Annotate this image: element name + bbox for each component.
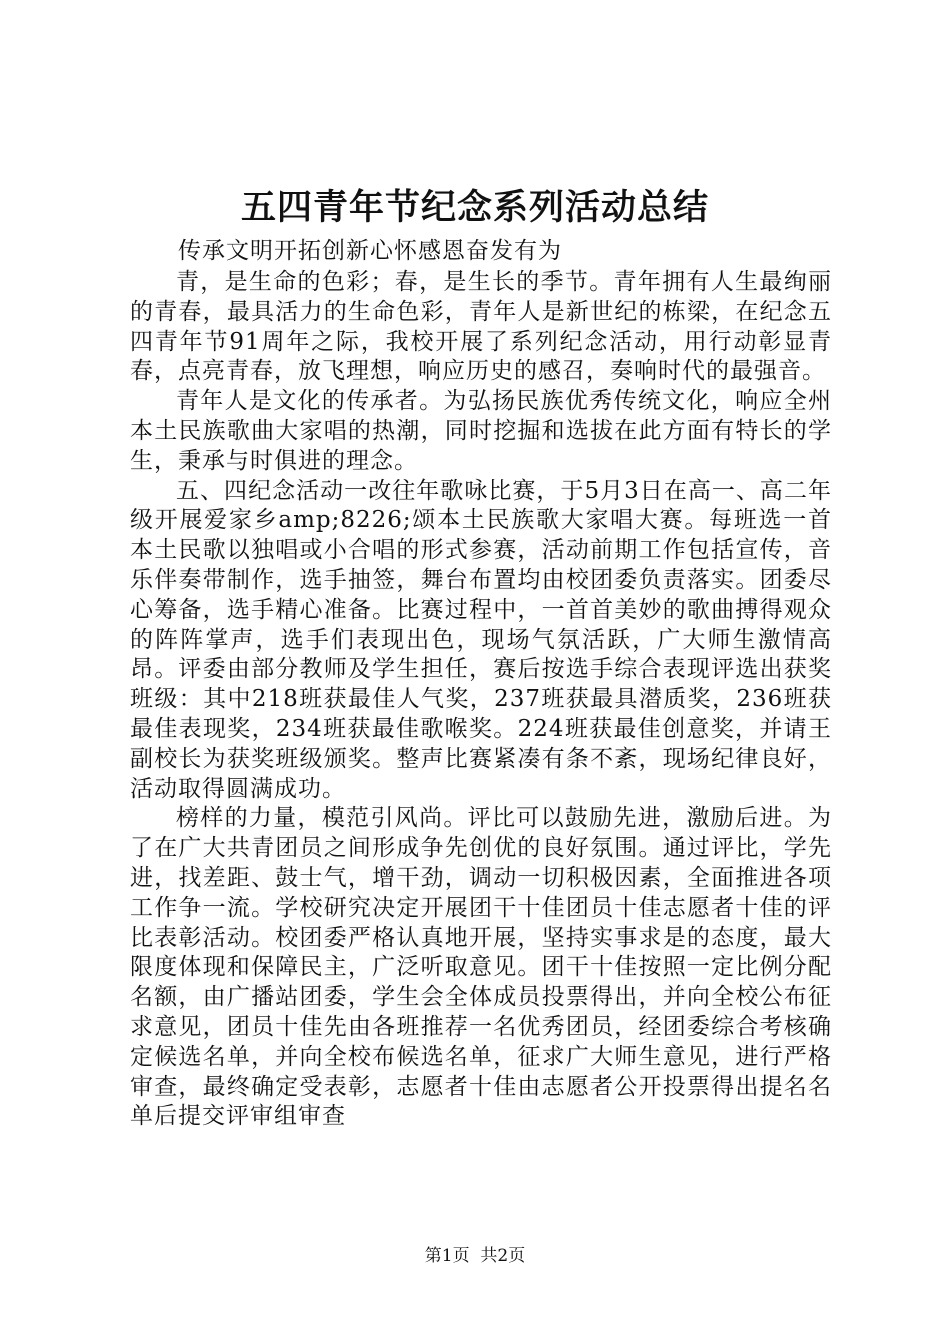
- document-title: 五四青年节纪念系列活动总结: [240, 187, 709, 228]
- page-footer: 第1页 共2页: [424, 1246, 526, 1266]
- paragraph-2: 青年人是文化的传承者。为弘扬民族优秀传统文化，响应全州本土民族歌曲大家唱的热潮，同时挖掘和选拔在此方面有特长的学生，秉承与时俱进的理念。: [130, 388, 832, 474]
- document-subtitle: 传承文明开拓创新心怀感恩奋发有为: [178, 238, 562, 264]
- paragraph-1: 青，是生命的色彩；春，是生长的季节。青年拥有人生最绚丽的青春，最具活力的生命色彩，青年人是新世纪的栋梁，在纪念五四青年节91周年之际，我校开展了系列纪念活动，用行动彰显青春，点亮青春，放飞理想，响应历史的感召，奏响时代的最强音。: [130, 269, 832, 385]
- document-body: [130, 268, 832, 1132]
- paragraph-4: 榜样的力量，模范引风尚。评比可以鼓励先进，激励后进。为了在广大共青团员之间形成争先创优的良好氛围。通过评比，学先进，找差距、鼓士气，增干劲，调动一切积极因素，全面推进各项工作争一流。学校研究决定开展团干十佳团员十佳志愿者十佳的评比表彰活动。校团委严格认真地开展，坚持实事求是的态度，最大限度体现和保障民主，广泛听取意见。团干十佳按照一定比例分配名额，由广播站团委，学生会全体成员投票得出，并向全校公布征求意见，团员十佳先由各班推荐一名优秀团员，经团委综合考核确定候选名单，并向全校布候选名单，征求广大师生意见，进行严格审查，最终确定受表彰，志愿者十佳由志愿者公开投票得出提名名单后提交评审组审查: [130, 805, 832, 1130]
- paragraph-3: 五、四纪念活动一改往年歌咏比赛，于5月3日在高一、高二年级开展爱家乡amp;8226;颂本土民族歌大家唱大赛。每班选一首本土民歌以独唱或小合唱的形式参赛，活动前期工作包括宣传，音乐伴奏带制作，选手抽签，舞台布置均由校团委负责落实。团委尽心筹备，选手精心准备。比赛过程中，一首首美妙的歌曲搏得观众的阵阵掌声，选手们表现出色，现场气氛活跃，广大师生激情高昂。评委由部分教师及学生担任，赛后按选手综合表现评选出获奖班级：其中218班获最佳人气奖，237班获最具潜质奖，236班获最佳表现奖，234班获最佳歌喉奖。224班获最佳创意奖，并请王副校长为获奖班级颁奖。整声比赛紧凑有条不紊，现场纪律良好，活动取得圆满成功。: [130, 477, 832, 802]
